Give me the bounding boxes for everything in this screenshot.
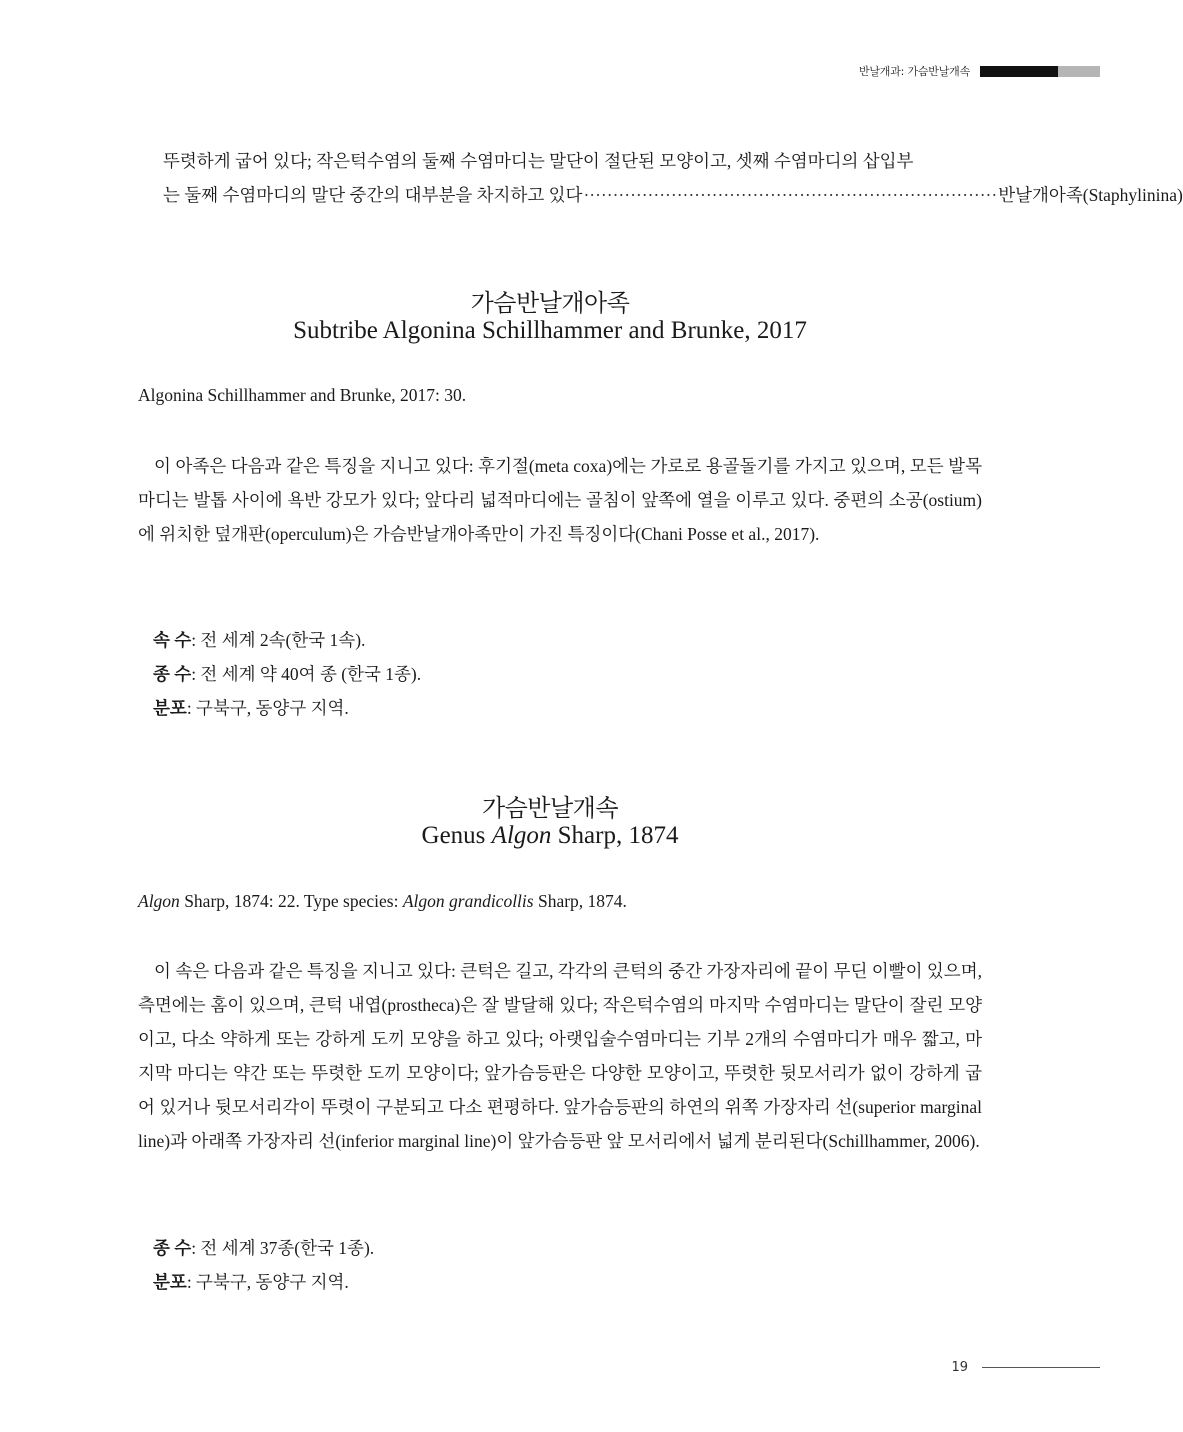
- running-header: [859, 64, 1100, 78]
- key-line-2-text: 는 둘째 수염마디의 말단 중간의 대부분을 차지하고 있다: [163, 185, 583, 205]
- key-line-2: [163, 178, 1183, 212]
- genus-distribution: [153, 1265, 374, 1299]
- page-number: 19: [951, 1360, 968, 1375]
- genus-species-count: [153, 1231, 374, 1265]
- key-target-taxon: 반날개아족(Staphylinina): [998, 185, 1183, 205]
- header-bar-gray: [1058, 66, 1100, 77]
- header-bar-dark: [980, 66, 1058, 77]
- key-line-1: 뚜렷하게 굽어 있다; 작은턱수염의 둘째 수염마디는 말단이 절단된 모양이고, 셋째 수염마디의 삽입부: [163, 151, 914, 171]
- subtribe-citation: Algonina Schillhammer and Brunke, 2017: 30.: [138, 385, 467, 405]
- key-couplet-continuation: [163, 144, 1183, 212]
- running-title: 반날개과: 가슴반날개속: [858, 65, 970, 78]
- subtribe-title-latin: Subtribe Algonina Schillhammer and Brunke, 2017: [293, 317, 807, 344]
- subtribe-facts: [153, 623, 421, 725]
- species-value: : 전 세계 37종(한국 1종).: [191, 1238, 375, 1258]
- distribution-value: : 구북구, 동양구 지역.: [186, 1272, 349, 1292]
- species-value: : 전 세계 약 40여 종 (한국 1종).: [191, 664, 422, 684]
- genus-title-korean: 가슴반날개속: [481, 794, 619, 822]
- genera-label: 속 수: [153, 630, 192, 650]
- genus-title-latin: [0, 822, 1100, 850]
- citation-mid: Sharp, 1874: 22. Type species:: [179, 891, 403, 911]
- genus-description: [138, 954, 982, 1158]
- subtribe-distribution: [153, 691, 421, 725]
- citation-genus: Algon: [138, 891, 180, 911]
- distribution-value: : 구북구, 동양구 지역.: [186, 698, 349, 718]
- genera-value: : 전 세계 2속(한국 1속).: [191, 630, 366, 650]
- genus-title-name: Algon: [491, 822, 552, 849]
- leader-dots: ·······································································: [583, 185, 998, 205]
- species-label: 종 수: [153, 664, 192, 684]
- subtribe-genera-count: [153, 623, 421, 657]
- genus-citation: [138, 891, 627, 912]
- subtribe-title-korean: 가슴반날개아족: [470, 289, 630, 317]
- distribution-label: 분포: [153, 1272, 187, 1292]
- species-label: 종 수: [153, 1238, 192, 1258]
- subtribe-species-count: [153, 657, 421, 691]
- genus-title-suffix: Sharp, 1874: [551, 822, 679, 849]
- genus-title-prefix: Genus: [421, 822, 492, 849]
- footer-rule: [982, 1367, 1100, 1368]
- genus-description-text: 이 속은 다음과 같은 특징을 지니고 있다: 큰턱은 길고, 각각의 큰턱의 중간 가장자리에 끝이 무딘 이빨이 있으며, 측면에는 홈이 있으며, 큰턱 내엽(prostheca)은 잘 발달해 있다; 작은턱수염의 마지막 수염마디는 말단이 잘린 모양이고, 다소 약하게 또는 강하게 도끼 모양을 하고 있다; 아랫입술수염마디는 기부 2개의 수염마디가 매우 짧고, 마지막 마디는 약간 또는 뚜렷한 도끼 모양이다; 앞가슴등판은 다양한 모양이고, 뚜렷한 뒷모서리가 없이 강하게 굽어 있거나 뒷모서리각이 뚜렷이 구분되고 다소 편평하다. 앞가슴등판의 하연의 위쪽 가장자리 선(superior marginal line)과 아래쪽 가장자리 선(inferior marginal line)이 앞가슴등판 앞 모서리에서 넓게 분리된다(Schillhammer, 2006).: [138, 961, 982, 1151]
- genus-facts: [153, 1231, 374, 1299]
- page-footer: [951, 1360, 1100, 1375]
- subtribe-description: [138, 449, 982, 551]
- citation-end: Sharp, 1874.: [533, 891, 627, 911]
- citation-type-species: Algon grandicollis: [402, 891, 534, 911]
- subtribe-description-text: 이 아족은 다음과 같은 특징을 지니고 있다: 후기절(meta coxa)에는 가로로 용골돌기를 가지고 있으며, 모든 발목마디는 발톱 사이에 욕반 강모가 있다; 앞다리 넓적마디에는 골침이 앞쪽에 열을 이루고 있다. 중편의 소공(ostium)에 위치한 덮개판(operculum)은 가슴반날개아족만이 가진 특징이다(Chani Posse et al., 2017).: [138, 456, 982, 544]
- distribution-label: 분포: [153, 698, 187, 718]
